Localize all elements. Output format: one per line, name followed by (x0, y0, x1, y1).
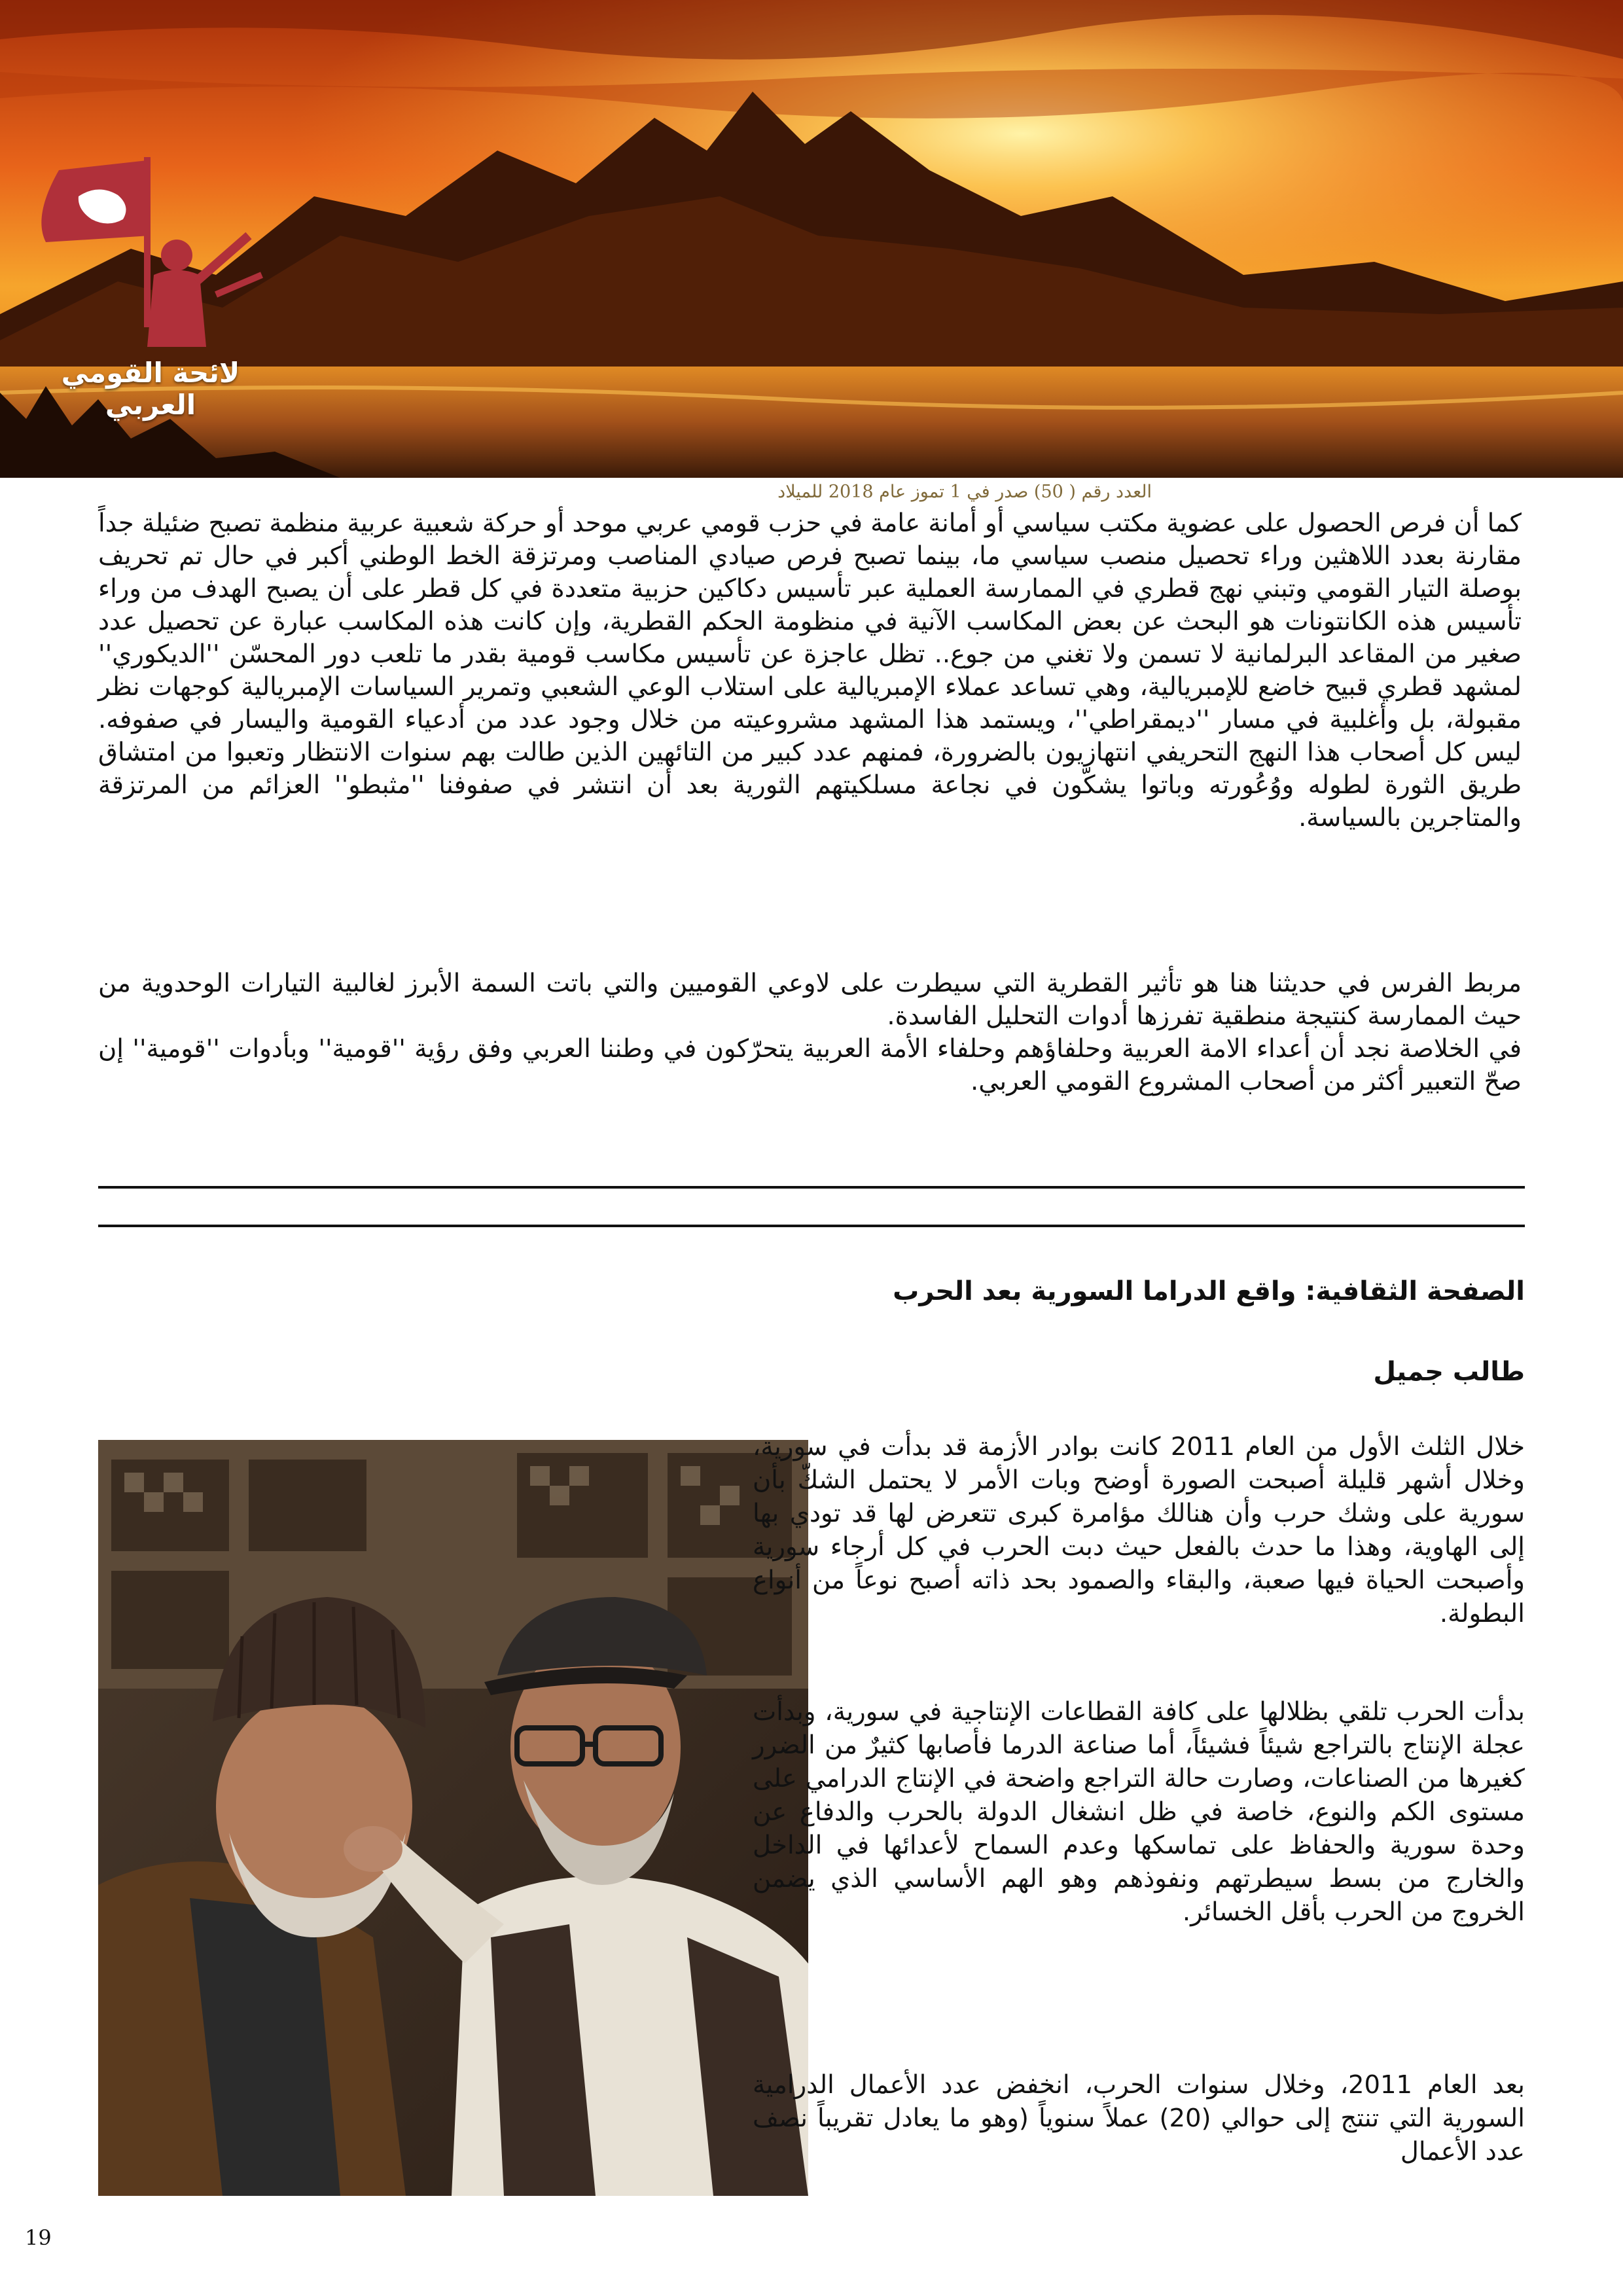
divider-line-2 (98, 1225, 1525, 1227)
culture-paragraph-2: بدأت الحرب تلقي بظلالها على كافة القطاعات الإنتاجية في سورية، وبدأت عجلة الإنتاج بالتراجع شيئاً فشيئاً، أما صناعة الدرما فأصابها كثيرٌ من الضرر كغيرها من الصناعات، وصارت حالة التراجع واضحة في الإنتاج الدرامي على مستوى الكم والنوع، خاصة في ظل انشغال الدولة بالحرب والدفاع عن وحدة سورية والحفاظ على تماسكها وعدم السماح لأعدائها في الداخل والخارج من بسط سيطرتهم ونفوذهم وهو الهم الأساسي الذي يضمن الخروج من الحرب بأقل الخسائر. (753, 1697, 1525, 1927)
section-title: الصفحة الثقافية: واقع الدراما السورية بعد الحرب (893, 1276, 1525, 1306)
page-number: 19 (25, 2225, 52, 2250)
article-paragraph-3: في الخلاصة نجد أن أعداء الامة العربية وحلفاؤهم وحلفاء الأمة العربية يتحرّكون في وطننا العربي وفق رؤية ''قومية'' وبأدوات ''قومية'' إن صحّ التعبير أكثر من أصحاب المشروع القومي العربي. (98, 1034, 1522, 1096)
drama-still-photo (98, 1440, 808, 2196)
header-banner (0, 0, 1623, 478)
two-elderly-men-image (98, 1440, 808, 2196)
article-paragraph-2: مربط الفرس في حديثنا هنا هو تأثير القطرية التي سيطرت على لاوعي القوميين والتي باتت السمة الأبرز لغالبية التيارات الوحدوية من حيث الممارسة كنتيجة منطقية تفرزها أدوات التحليل الفاسدة. (98, 969, 1522, 1031)
article-paragraph-1: كما أن فرص الحصول على عضوية مكتب سياسي أو أمانة عامة في حزب قومي عربي موحد أو حركة شعبية عربية منظمة تصبح ضئيلة جداً مقارنة بعدد اللاهثين وراء تحصيل منصب سياسي ما، بينما تصبح فرص صيادي المناصب ومرتزقة الخط الوطني أكبر في حال تم تحريف بوصلة التيار القومي وتبني نهج قطري في الممارسة العملية عبر تأسيس دكاكين حزبية متعددة في كل قطر على أن يصبح الهدف من وراء تأسيس هذه الكانتونات هو البحث عن بعض المكاسب الآنية في منظومة الحكم القطرية، وإن كانت هذه المكاسب عبارة عن تحصيل عدد صغير من المقاعد البرلمانية لا تسمن ولا تغني من جوع.. تظل عاجزة عن تأسيس مكاسب قومية بقدر ما تلعب دور المحسّن ''الديكوري'' لمشهد قطري قبيح خاضع للإمبريالية، وهي تساعد عملاء الإمبريالية على استلاب الوعي الشعبي وتمرير السياسات الإمبريالية كوجهات نظر مقبولة، بل وأغلبية في مسار ''ديمقراطي''، ويستمد هذا المشهد مشروعيته من خلال وجود عدد من أدعياء القومية واليسار في صفوفه. ليس كل أصحاب هذا النهج التحريفي انتهازيون بالضرورة، فمنهم عدد كبير من التائهين الذين طالت بهم سنوات الانتظار وتعبوا من امتشاق طريق الثورة لطوله ووُعُورته وباتوا يشكّون في نجاعة مسلكيتهم الثورية بعد أن انتشر في صفوفنا ''مثبطو'' العزائم من المرتزقة والمتاجرين بالسياسة. (98, 509, 1522, 833)
culture-paragraph-3: بعد العام 2011، وخلال سنوات الحرب، انخفض عدد الأعمال الدرامية السورية التي تنتج إلى حوالي (20) عملاً سنوياً (وهو ما يعادل تقريباً نصف عدد الأعمال (753, 2070, 1525, 2166)
arab-map-flag-fighter-logo-icon (20, 144, 281, 360)
logo-text: لائحة القومي العربي (61, 357, 240, 421)
issue-line: العدد رقم ( 50) صدر في 1 تموز عام 2018 للميلاد (777, 482, 1152, 502)
divider-line-1 (98, 1186, 1525, 1189)
culture-paragraph-1: خلال الثلث الأول من العام 2011 كانت بوادر الأزمة قد بدأت في سورية، وخلال أشهر قليلة أصبحت الصورة أوضح وبات الأمر لا يحتمل الشكّ بأن سورية على وشك حرب وأن هنالك مؤامرة كبرى تتعرض لها قد تودي بها إلى الهاوية، وهذا ما حدث بالفعل حيث دبت الحرب في كل أرجاء سورية وأصبحت الحياة فيها صعبة، والبقاء والصمود بحد ذاته أصبح نوعاً من أنواع البطولة. (753, 1432, 1525, 1628)
author-name: طالب جميل (1373, 1357, 1525, 1387)
